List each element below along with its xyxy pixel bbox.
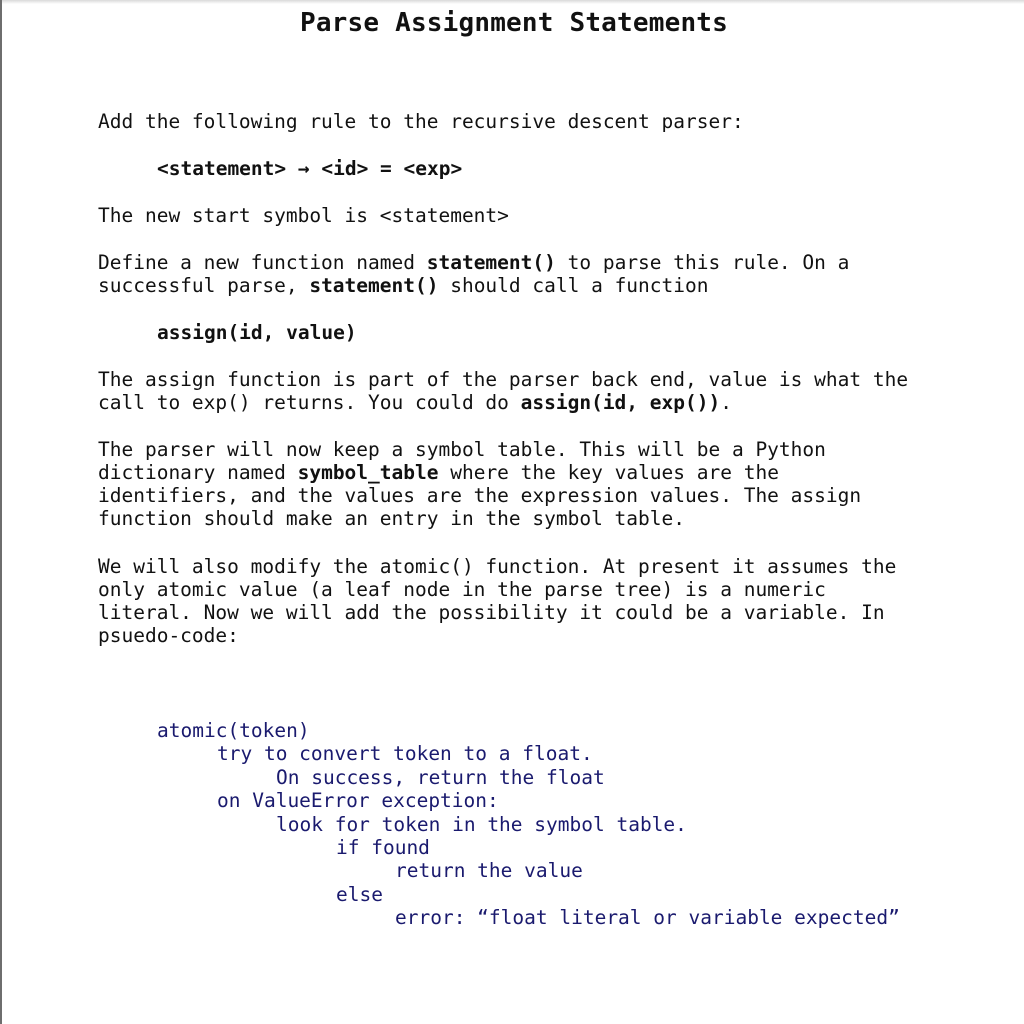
- atomic-line-1: We will also modify the atomic() function. At present it assumes the: [98, 555, 897, 578]
- start-symbol-text: The new start symbol is <statement>: [98, 204, 509, 227]
- statement-fn: statement(): [426, 251, 556, 274]
- assign-call: assign(id, value): [157, 321, 357, 344]
- pseudocode-line: if found: [336, 836, 430, 859]
- pseudocode-line: else: [336, 883, 383, 906]
- atomic-line-2: only atomic value (a leaf node in the parse tree) is a numeric: [98, 578, 826, 601]
- atomic-line-3: literal. Now we will add the possibility it could be a variable. In: [98, 601, 885, 624]
- grammar-rule: <statement> → <id> = <exp>: [157, 157, 463, 180]
- atomic-line-4: psuedo-code:: [98, 624, 239, 647]
- symtab-line-4: function should make an entry in the symbol table.: [98, 507, 685, 530]
- pseudocode-line: return the value: [395, 859, 583, 882]
- pseudocode-line: error: “float literal or variable expected”: [395, 906, 900, 929]
- symbol-table-name: symbol_table: [297, 461, 439, 484]
- symtab-line-3: identifiers, and the values are the expression values. The assign: [98, 484, 862, 507]
- pseudocode-line: look for token in the symbol table.: [276, 813, 687, 836]
- assign-desc-2: call to exp() returns. You could do assign(id, exp()).: [98, 391, 732, 414]
- top-shadow: [2, 0, 1024, 4]
- page-title: Parse Assignment Statements: [299, 8, 729, 38]
- assign-desc-1: The assign function is part of the parser back end, value is what the: [98, 368, 909, 391]
- symtab-line-2: dictionary named symbol_table where the key values are the: [98, 461, 779, 484]
- symtab-line-1: The parser will now keep a symbol table. This will be a Python: [98, 438, 826, 461]
- intro-text: Add the following rule to the recursive descent parser:: [98, 110, 744, 133]
- define-line-2: successful parse, statement() should call a function: [98, 274, 709, 297]
- pseudocode-line: On success, return the float: [276, 766, 605, 789]
- pseudocode-line: atomic(token): [157, 719, 310, 742]
- statement-fn-2: statement(): [309, 274, 439, 297]
- pseudocode-line: on ValueError exception:: [217, 789, 499, 812]
- define-line-1: Define a new function named statement() to parse this rule. On a: [98, 251, 850, 274]
- assign-exp-call: assign(id, exp()): [520, 391, 721, 414]
- pseudocode-line: try to convert token to a float.: [217, 742, 593, 765]
